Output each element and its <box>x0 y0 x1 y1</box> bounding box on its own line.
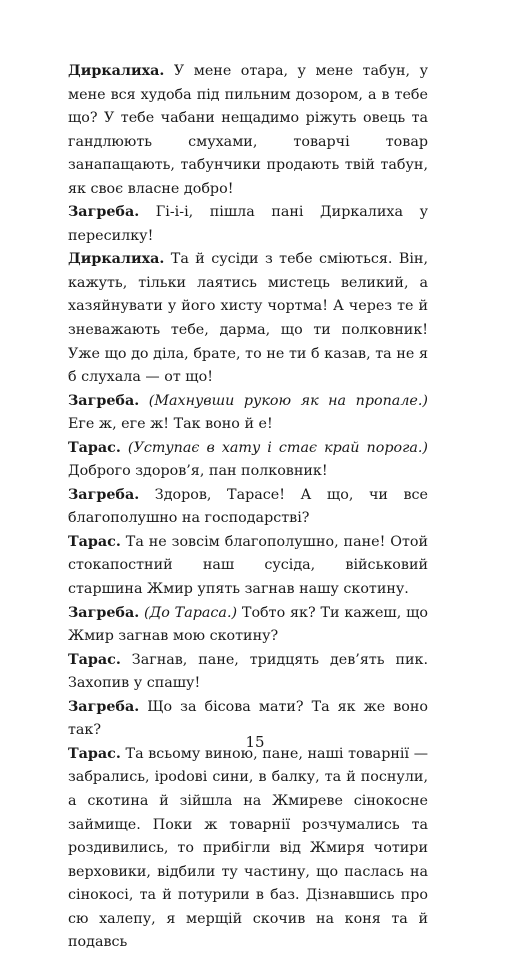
paragraph-4 <box>68 390 428 437</box>
speaker-name: Загреба. <box>68 698 140 715</box>
play-text <box>68 60 428 955</box>
dialogue-text: Що за бісова мати? Та як же воно так? <box>68 698 428 739</box>
stage-direction: (До Тараса.) <box>144 604 238 621</box>
speaker-name: Загреба. <box>68 392 140 409</box>
paragraph-6 <box>68 484 428 531</box>
paragraph-2 <box>68 201 428 248</box>
dialogue-text: Та не зовсім благополушно, пане! Отой стокапостний наш сусіда, військовий старшина Жмир упять загнав нашу скотину. <box>68 533 428 598</box>
dialogue-text: Доброго здоров’я, пан полковник! <box>68 463 328 480</box>
paragraph-9 <box>68 649 428 696</box>
speaker-name: Тарас. <box>68 745 121 762</box>
dialogue-text: Гі-і-і, пішла пані Диркалиха у пересилку! <box>68 204 428 244</box>
paragraph-1 <box>68 60 428 201</box>
speaker-name: Загреба. <box>68 604 140 621</box>
stage-direction: (Уступає в хату і стає край порога.) <box>127 439 428 456</box>
paragraph-11 <box>68 743 428 955</box>
speaker-name: Диркалиха. <box>68 63 165 79</box>
speaker-name: Диркалиха. <box>68 251 165 268</box>
speaker-name: Тарас. <box>68 533 121 550</box>
paragraph-8 <box>68 602 428 649</box>
speaker-name: Тарас. <box>68 651 121 668</box>
dialogue-text: Еге ж, еге ж! Так воно й е! <box>68 416 273 433</box>
dialogue-text: Загнав, пане, тридцять дев’ять пик. Захопив у спашу! <box>68 651 428 692</box>
paragraph-7 <box>68 531 428 602</box>
speaker-name: Загреба. <box>68 204 140 221</box>
speaker-name: Тарас. <box>68 439 121 456</box>
page-number: 15 <box>245 733 265 751</box>
paragraph-3 <box>68 248 428 389</box>
stage-direction: (Махнувши рукою як на пропале.) <box>148 392 428 409</box>
dialogue-text: У мене отара, у мене табун, у мене вся худоба під пильним дозором, а в тебе що? У тебе чабани нещадимо ріжуть овець та гандлюють смухами, товарчі товар занапащають, табунчики продають твій табун, як своє власне добро! <box>68 63 428 197</box>
dialogue-text: Тобто як? Ти кажеш, що Жмир загнав мою скотину? <box>68 604 428 645</box>
paragraph-5 <box>68 437 428 484</box>
speaker-name: Загреба. <box>68 486 140 503</box>
dialogue-text: Та й сусіди з тебе сміються. Він, кажуть, тільки лаятись мистець великий, а хазяйнувати у його хисту чортма! А через те й зневажають тебе, дарма, що ти полковник! Уже що до діла, брате, то не ти б казав, та не я б слухала — от що! <box>68 251 428 386</box>
dialogue-text: Здоров, Тарасе! А що, чи все благополушно на господарстві? <box>68 486 428 527</box>
dialogue-text: Та всьому виною, пане, наші товарнії — забрались, ірodові сини, в балку, та й поснули, а скотина й зійшла на Жмиреве сінокосне займище. Поки ж товарнії розчумались та роздивились, то прибігли від Жмиря чотири верховики, відбили ту частину, що паслась на сінокосі, та й потурили в баз. Дізнавшись про сю халепу, я мерщій скочив на коня та й подавсь <box>68 745 428 951</box>
